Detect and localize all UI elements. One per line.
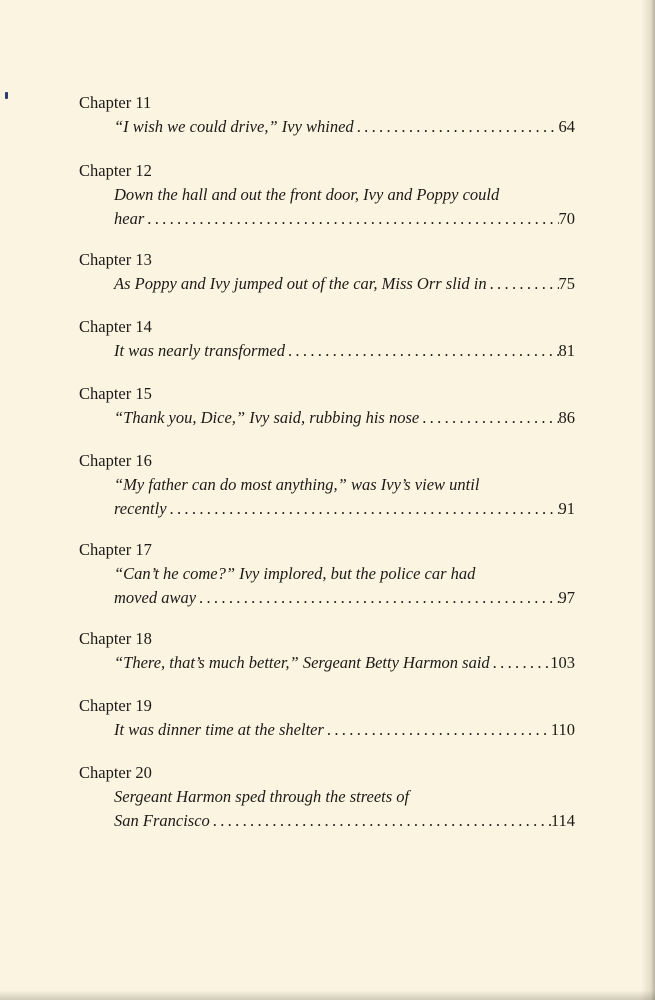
dot-leader (144, 207, 558, 231)
chapter-opening-line (114, 406, 575, 430)
opening-line-text: “I wish we could drive,” Ivy whined (114, 117, 354, 136)
opening-line-text: “Thank you, Dice,” Ivy said, rubbing his nose (114, 408, 420, 427)
opening-line-text: moved away (114, 588, 197, 607)
chapter-opening-line (114, 473, 575, 521)
chapter-heading: Chapter 19 (79, 696, 152, 715)
chapter-heading: Chapter 18 (79, 629, 152, 648)
page-bottom-shadow (0, 990, 655, 1000)
page-number: 64 (558, 117, 575, 136)
toc-entry-chapter-18 (79, 627, 575, 675)
page-number: 81 (558, 341, 575, 360)
page-number: 97 (558, 588, 575, 607)
toc-entry-chapter-19 (79, 694, 575, 742)
opening-line-text: “My father can do most anything,” was Ivy’s view until (114, 475, 480, 494)
dot-leader (419, 406, 558, 430)
dot-leader (196, 586, 558, 610)
dot-leader (210, 809, 551, 833)
toc-entry-chapter-17 (79, 538, 575, 610)
ink-speck (5, 92, 8, 99)
opening-line-text: As Poppy and Ivy jumped out of the car, Miss Orr slid in (114, 274, 487, 293)
dot-leader (354, 115, 559, 139)
page-number: 103 (550, 653, 575, 672)
page-number: 75 (558, 274, 575, 293)
chapter-heading: Chapter 11 (79, 93, 152, 112)
opening-line-text: It was nearly transformed (114, 341, 285, 360)
opening-line-text: recently (114, 499, 167, 518)
page-number: 70 (558, 209, 575, 228)
page-edge-shadow (641, 0, 655, 1000)
chapter-heading: Chapter 16 (79, 451, 152, 470)
opening-line-text: San Francisco (114, 811, 210, 830)
chapter-heading: Chapter 13 (79, 250, 152, 269)
chapter-opening-line (114, 562, 575, 610)
chapter-opening-line (114, 651, 575, 675)
opening-line-text: It was dinner time at the shelter (114, 720, 324, 739)
dot-leader (490, 651, 551, 675)
dot-leader (167, 497, 559, 521)
chapter-heading: Chapter 15 (79, 384, 152, 403)
opening-line-text: “Can’t he come?” Ivy implored, but the police car had (114, 564, 476, 583)
toc-entry-chapter-20 (79, 761, 575, 833)
toc-entry-chapter-11 (79, 91, 575, 139)
page-number: 86 (558, 408, 575, 427)
chapter-heading: Chapter 20 (79, 763, 152, 782)
chapter-heading: Chapter 12 (79, 161, 152, 180)
dot-leader (324, 718, 551, 742)
opening-line-text: “There, that’s much better,” Sergeant Betty Harmon said (114, 653, 490, 672)
dot-leader (285, 339, 559, 363)
toc-entry-chapter-15 (79, 382, 575, 430)
toc-entry-chapter-16 (79, 449, 575, 521)
dot-leader (487, 272, 559, 296)
toc-entry-chapter-14 (79, 315, 575, 363)
page-number: 114 (550, 811, 575, 830)
toc-entry-chapter-13 (79, 248, 575, 296)
page-number: 110 (550, 720, 575, 739)
chapter-opening-line (114, 272, 575, 296)
opening-line-text: Sergeant Harmon sped through the streets of (114, 787, 410, 806)
opening-line-text: Down the hall and out the front door, Ivy and Poppy could (114, 185, 500, 204)
chapter-opening-line (114, 339, 575, 363)
chapter-heading: Chapter 17 (79, 540, 152, 559)
chapter-opening-line (114, 183, 575, 231)
chapter-heading: Chapter 14 (79, 317, 152, 336)
chapter-opening-line (114, 115, 575, 139)
page-number: 91 (558, 499, 575, 518)
opening-line-text: hear (114, 209, 145, 228)
toc-entry-chapter-12 (79, 159, 575, 231)
chapter-opening-line (114, 718, 575, 742)
chapter-opening-line (114, 785, 575, 833)
